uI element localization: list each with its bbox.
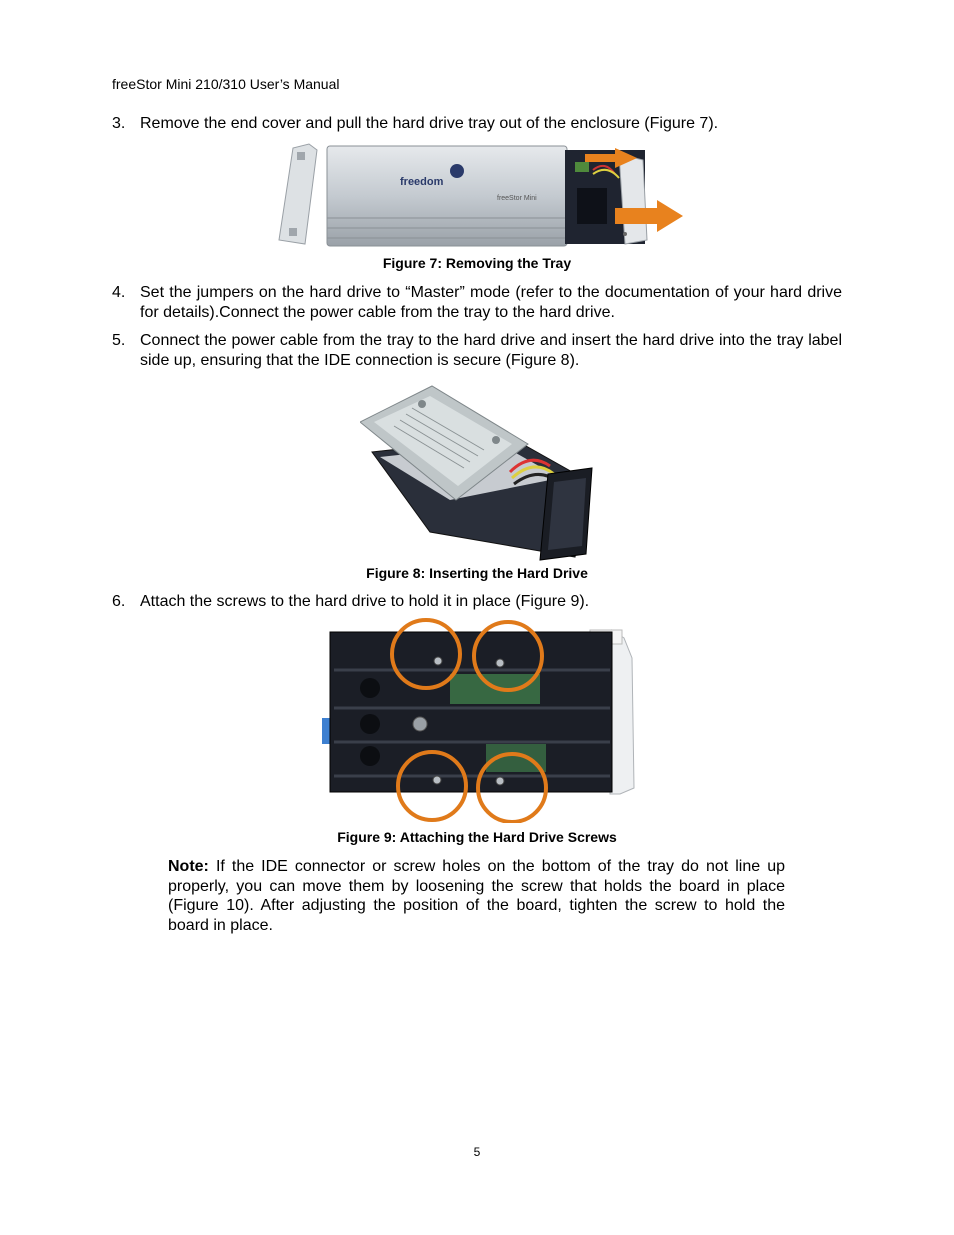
brand-logo-text: freedom [400,176,444,188]
model-label: freeStor Mini [497,195,537,202]
screw-icon [496,659,504,667]
board-screw [413,717,427,731]
brand-logo-mark [450,164,464,178]
step-number: 5. [112,332,126,349]
tray-end-cap-panel [548,478,586,550]
step-5 [112,331,842,370]
figure-8-image [360,382,595,562]
tray-vent-hole [360,746,380,766]
step-text: Connect the power cable from the tray to the hard drive and insert the hard drive into the tray label side up, ensuring that the IDE connection is secure (Figure 8). [140,332,842,369]
note-text: If the IDE connector or screw holes on the bottom of the tray do not line up properly, you can move them by loosening the screw that holds the board in place (Figure 10). After adjusting the position of the board, tighten the screw to hold the board in place. [168,858,785,934]
tray-vent-hole [360,714,380,734]
cover-tab [297,152,305,160]
tray-vent-hole [360,678,380,698]
screw-icon [434,657,442,665]
figure-7-caption: Figure 7: Removing the Tray [382,255,572,271]
tray-end-cap [610,630,634,794]
page-number: 5 [473,1145,481,1159]
running-header: freeStor Mini 210/310 User’s Manual [112,76,340,92]
tray-circuit [575,162,589,172]
drive-screw-hole [492,436,500,444]
tray-board [577,188,607,224]
figure-7-image [275,140,685,250]
step-text: Attach the screws to the hard drive to hold it in place (Figure 9). [140,593,590,610]
note-label: Note: [168,858,209,875]
figure-9-caption: Figure 9: Attaching the Hard Drive Screws [337,829,617,845]
step-number: 3. [112,115,126,132]
step-number: 6. [112,593,126,610]
step-4 [112,283,842,322]
cover-tab [289,228,297,236]
screw-icon [496,777,504,785]
step-3 [112,114,842,134]
tray-bottom [330,632,612,792]
step-number: 4. [112,284,126,301]
figure-8-caption: Figure 8: Inserting the Hard Drive [366,565,588,581]
note-paragraph [168,857,785,935]
step-6 [112,592,842,612]
screw-icon [433,776,441,784]
step-text: Remove the end cover and pull the hard drive tray out of the enclosure (Figure 7). [140,115,719,132]
figure-9-image [320,618,640,823]
tray-screw [623,232,627,236]
step-text: Set the jumpers on the hard drive to “Master” mode (refer to the documentation of your hard drive for details).Connect the power cable from the tray to the hard drive. [140,284,842,321]
drive-screw-hole [418,400,426,408]
